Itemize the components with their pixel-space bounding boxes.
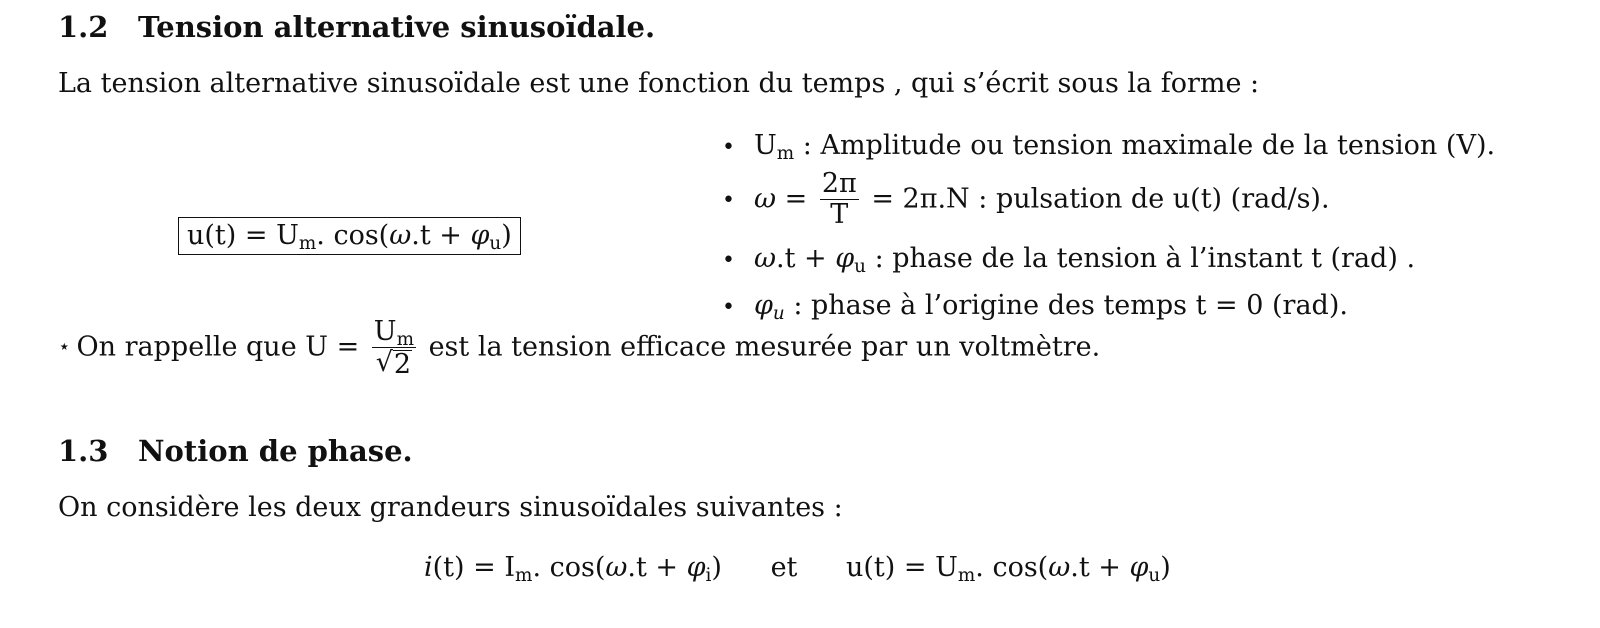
fraction-um-over-sqrt2: $U_m$ √ 2 (373, 316, 414, 380)
list-item-amplitude: • $U_m$ : Amplitude ou tension maximale de la tension (V). (722, 130, 1496, 165)
fraction-2pi-over-t: $\frac{2\pi}{T}$ (821, 168, 857, 231)
recall-line: ⋆ On rappelle que U = $U_m$ √ 2 est la tension efficace mesurée par un voltmètre. (58, 316, 1101, 380)
bullet-glyph: • (722, 135, 735, 160)
section-title: Notion de phase. (138, 434, 413, 468)
list-item-phase: • $\omega.t + \varphi_u$ : phase de la tension à l’instant t (rad) . (722, 243, 1416, 278)
star-icon: ⋆ (58, 334, 71, 359)
intro-paragraph-1-3: On considère les deux grandeurs sinusoïdales suivantes : (58, 492, 843, 523)
formula-voltage: $u(t) = U_m$. $\cos(\omega.t + \varphi_u)$ (846, 552, 1171, 587)
section-title: Tension alternative sinusoïdale. (138, 10, 656, 44)
section-number: 1.2 (58, 10, 109, 44)
intro-paragraph: La tension alternative sinusoïdale est une fonction du temps , qui s’écrit sous la forme : (58, 68, 1260, 99)
sqrt-icon: √ (375, 347, 393, 379)
bullet-glyph: • (722, 188, 735, 214)
bullet-glyph: • (722, 295, 735, 320)
formula-box: $u(t) = U_m$. $\cos(\omega.t + \varphi_u)$ (178, 217, 521, 255)
conjunction: et (770, 552, 798, 583)
section-number: 1.3 (58, 434, 109, 468)
formula-current: $i(t) = I_m$. $\cos(\omega.t + \varphi_i)$ (424, 552, 722, 587)
bullet-glyph: • (722, 248, 735, 273)
list-item-origin-phase: • $\varphi_u$ : phase à l’origine des temps t = 0 (rad). (722, 290, 1348, 325)
list-item-pulsation: • ω = $\frac{2\pi}{T}$ = 2π.N : pulsation de u(t) (rad/s). (722, 168, 1330, 231)
formula-pair (424, 552, 1171, 587)
boxed-formula (178, 220, 521, 255)
section-heading-1-2 (58, 10, 655, 44)
section-heading-1-3 (58, 434, 413, 468)
